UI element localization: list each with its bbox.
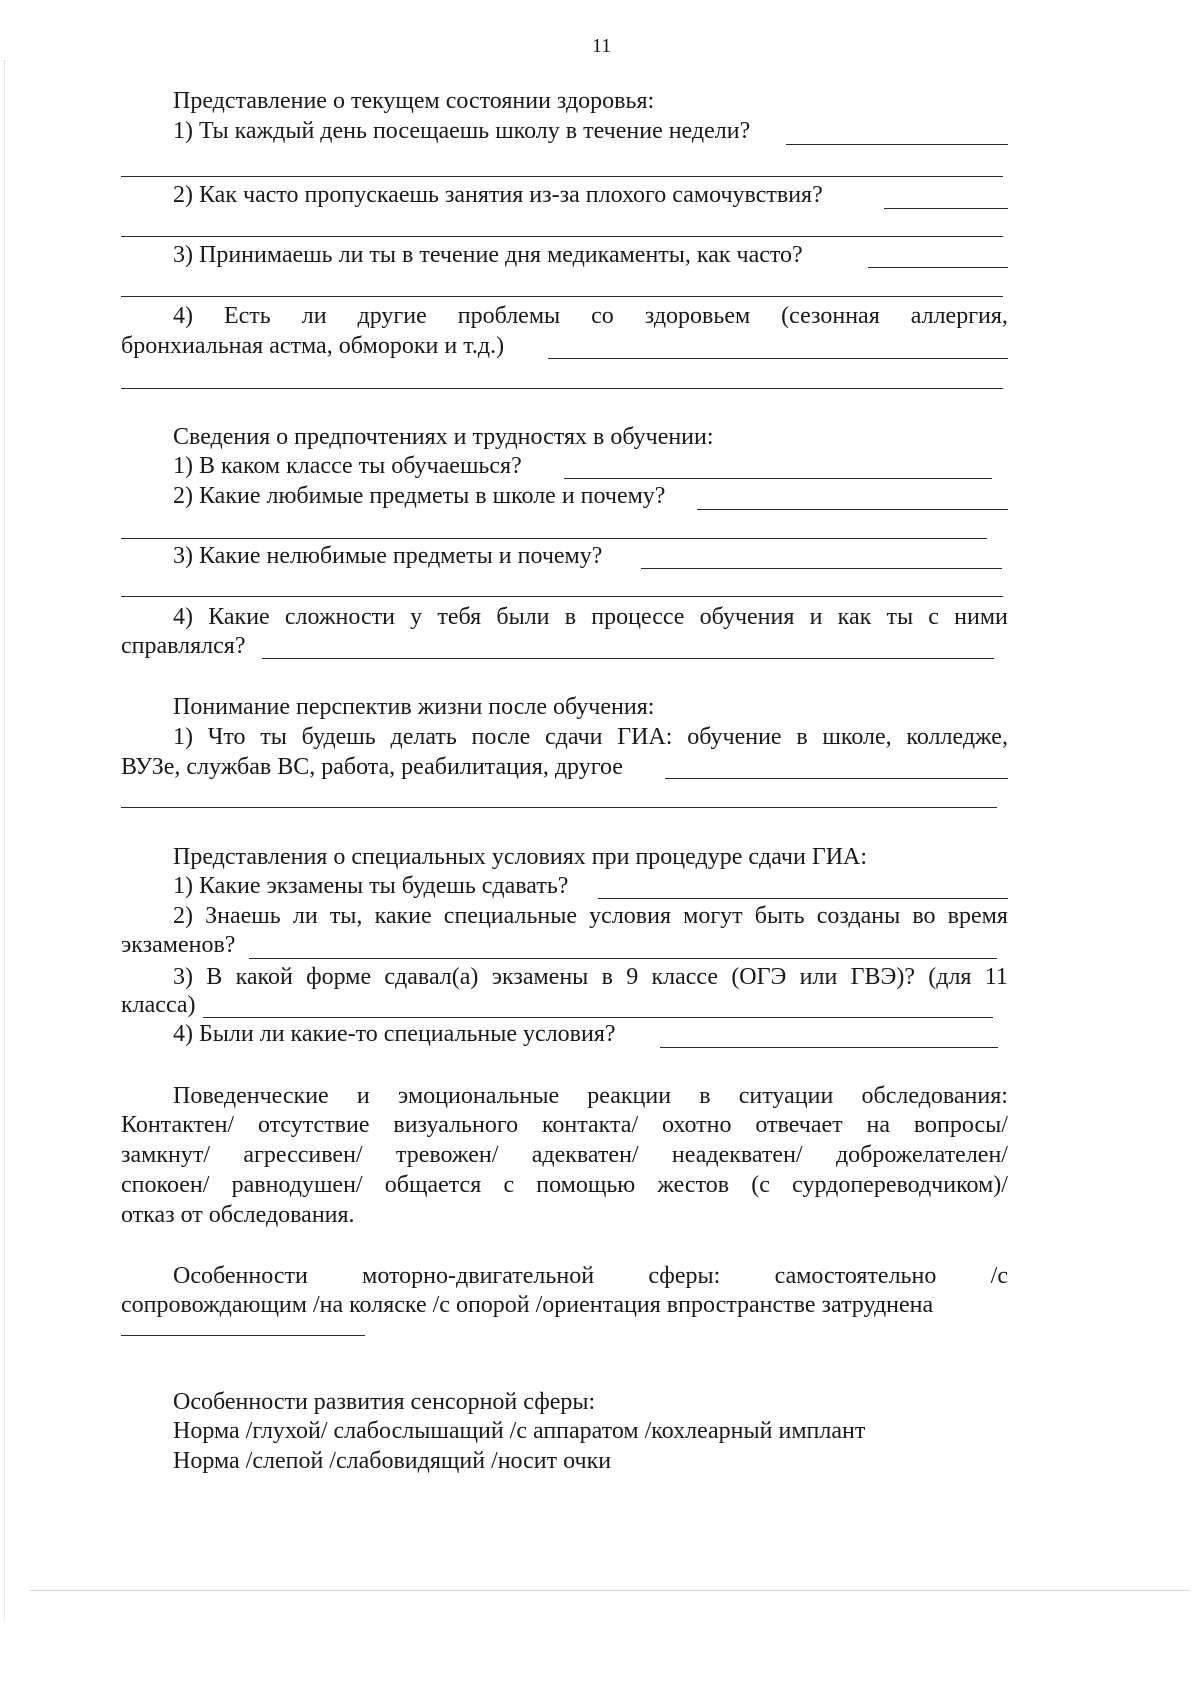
word: обучение [687,724,782,750]
learning-answer-1-line[interactable] [564,478,992,479]
word: Поведенческие [173,1083,329,1109]
word: экзамены [491,964,589,990]
future-question-1 [173,722,1008,752]
word: сдачи [545,724,603,750]
word: ты, [329,903,363,929]
exam-question-2-cont: экзаменов? [121,932,236,958]
health-answer-4-line-2[interactable] [121,388,1003,389]
word: в [564,604,577,630]
word: реакции [587,1083,672,1109]
future-heading: Понимание перспектив жизни после обучения: [173,694,655,720]
health-question-1: 1) Ты каждый день посещаешь школу в течение недели? [173,118,751,144]
word: охотно [661,1112,732,1138]
sensory-line-1: Норма /глухой/ слабослышащий /с аппаратом /кохлеарный имплант [173,1418,866,1444]
word: классе [651,964,719,990]
word: адекватен/ [531,1142,639,1168]
exam-answer-3-line[interactable] [203,1017,993,1018]
learning-heading: Сведения о предпочтениях и трудностях в обучении: [173,424,714,450]
word: другие [357,303,427,329]
word: Есть [223,303,271,329]
future-answer-1-line[interactable] [665,778,1008,779]
word: 11 [984,964,1008,990]
word: замкнут/ [121,1142,210,1168]
learning-answer-3-line[interactable] [641,568,1002,569]
health-answer-3-line-2[interactable] [121,296,1003,297]
word: (сезонная [781,303,880,329]
word: или [799,964,838,990]
word: были [496,604,550,630]
word: спокоен/ [121,1172,210,1198]
word: после [471,724,531,750]
word: у [410,604,423,630]
word: условия [589,903,672,929]
word: проблемы [457,303,561,329]
word: во [912,903,936,929]
learning-answer-4-line[interactable] [262,658,994,659]
word: Какие [208,604,270,630]
learning-question-4 [173,602,1008,632]
scan-bottom-edge [30,1590,1190,1591]
word: специальные [443,903,578,929]
word: могут [683,903,743,929]
word: 3) [173,964,193,990]
exam-answer-4-line[interactable] [660,1047,998,1048]
learning-answer-3-line-2[interactable] [121,596,1003,597]
word: как [837,604,872,630]
word: сдавал(а) [384,964,479,990]
behavior-line-1 [173,1081,1008,1111]
learning-answer-2-line-2[interactable] [121,538,987,539]
word: /с [990,1263,1008,1289]
health-question-3: 3) Принимаешь ли ты в течение дня медикаменты, как часто? [173,242,803,268]
word: Особенности [173,1263,308,1289]
health-answer-2-line-2[interactable] [121,236,1003,237]
word: ГВЭ)? [850,964,915,990]
word: 2) [173,903,193,929]
word: какие [374,903,432,929]
word: Что [207,724,246,750]
word: и [809,604,823,630]
sensory-line-2: Норма /слепой /слабовидящий /носит очки [173,1448,612,1474]
learning-answer-2-line[interactable] [697,509,1008,510]
word: сурдопереводчиком)/ [792,1172,1008,1198]
word: процессе [591,604,685,630]
word: Контактен/ [121,1112,235,1138]
word: ли [292,903,318,929]
motor-answer-line[interactable] [121,1335,365,1336]
learning-question-4-cont: справлялся? [121,633,246,659]
exam-answer-2-line[interactable] [249,958,997,959]
word: (для [928,964,972,990]
word: ситуации [738,1083,834,1109]
word: жестов [657,1172,730,1198]
health-answer-3-line[interactable] [868,267,1008,268]
word: какой [235,964,293,990]
future-answer-1-line-2[interactable] [121,807,997,808]
word: отсутствие [257,1112,370,1138]
word: обследования: [861,1083,1008,1109]
word: равнодушен/ [231,1172,363,1198]
health-answer-4-line[interactable] [548,358,1008,359]
motor-line-2: сопровождающим /на коляске /с опорой /ориентация впространстве затруднена [121,1292,934,1318]
word: аллергия, [910,303,1008,329]
word: ГИА: [617,724,673,750]
word: обучения [699,604,795,630]
word: форме [306,964,372,990]
word: здоровьем [644,303,751,329]
exam-heading: Представления о специальных условиях при процедуре сдачи ГИА: [173,844,868,870]
learning-question-2: 2) Какие любимые предметы в школе и почему? [173,483,666,509]
word: школе, [822,724,892,750]
learning-question-3: 3) Какие нелюбимые предметы и почему? [173,543,603,569]
motor-line-1 [173,1261,1008,1291]
word: будешь [301,724,376,750]
word: 4) [173,604,193,630]
word: доброжелателен/ [835,1142,1008,1168]
word: контакта/ [541,1112,639,1138]
word: самостоятельно [774,1263,937,1289]
word: Знаешь [205,903,281,929]
exam-question-3-cont: класса) [121,992,196,1018]
health-answer-1-line-2[interactable] [121,176,1003,177]
health-question-4-cont: бронхиальная астма, обмороки и т.д.) [121,333,505,359]
word: 4) [173,303,193,329]
word: делать [390,724,457,750]
word: с [928,604,939,630]
word: сферы: [648,1263,721,1289]
word: быть [754,903,805,929]
word: моторно-двигательной [362,1263,595,1289]
word: в [601,964,613,990]
word: агрессивен/ [243,1142,363,1168]
word: визуального [393,1112,519,1138]
health-answer-1-line[interactable] [786,144,1008,145]
word: сложности [284,604,395,630]
exam-question-4: 4) Были ли какие-то специальные условия? [173,1021,616,1047]
word: 9 [626,964,639,990]
word: ними [954,604,1008,630]
word: на [866,1112,890,1138]
behavior-line-2 [121,1110,1008,1140]
health-question-4 [173,301,1008,331]
page-number: 11 [592,35,612,57]
exam-question-2 [173,901,1008,931]
health-question-2: 2) Как часто пропускаешь занятия из-за плохого самочувствия? [173,182,823,208]
word: созданы [816,903,901,929]
word: отвечает [755,1112,843,1138]
word: вопросы/ [913,1112,1008,1138]
learning-question-1: 1) В каком классе ты обучаешься? [173,453,522,479]
word: эмоциональные [397,1083,560,1109]
word: ли [301,303,327,329]
word: тебя [437,604,482,630]
word: 1) [173,724,193,750]
word: ты [886,604,914,630]
word: В [206,964,223,990]
health-answer-2-line[interactable] [884,208,1008,209]
word: (ОГЭ [731,964,787,990]
word: в [699,1083,711,1109]
word: колледже, [906,724,1008,750]
health-heading: Представление о текущем состоянии здоровья: [173,88,655,114]
word: неадекватен/ [671,1142,803,1168]
word: ты [260,724,287,750]
word: общается [384,1172,482,1198]
behavior-line-4 [121,1170,1008,1200]
exam-question-1: 1) Какие экзамены ты будешь сдавать? [173,873,569,899]
word: помощью [536,1172,636,1198]
word: и [356,1083,370,1109]
exam-question-3 [173,962,1008,992]
word: тревожен/ [395,1142,499,1168]
word: с [503,1172,515,1198]
word: со [591,303,614,329]
scan-edge [4,60,5,1620]
exam-answer-1-line[interactable] [598,898,1008,899]
future-question-1-cont: ВУЗе, службав ВС, работа, реабилитация, другое [121,754,623,780]
word: в [796,724,808,750]
word: время [947,903,1008,929]
word: (с [751,1172,770,1198]
behavior-line-5: отказ от обследования. [121,1202,355,1228]
sensory-heading: Особенности развития сенсорной сферы: [173,1389,596,1415]
behavior-line-3 [121,1140,1008,1170]
